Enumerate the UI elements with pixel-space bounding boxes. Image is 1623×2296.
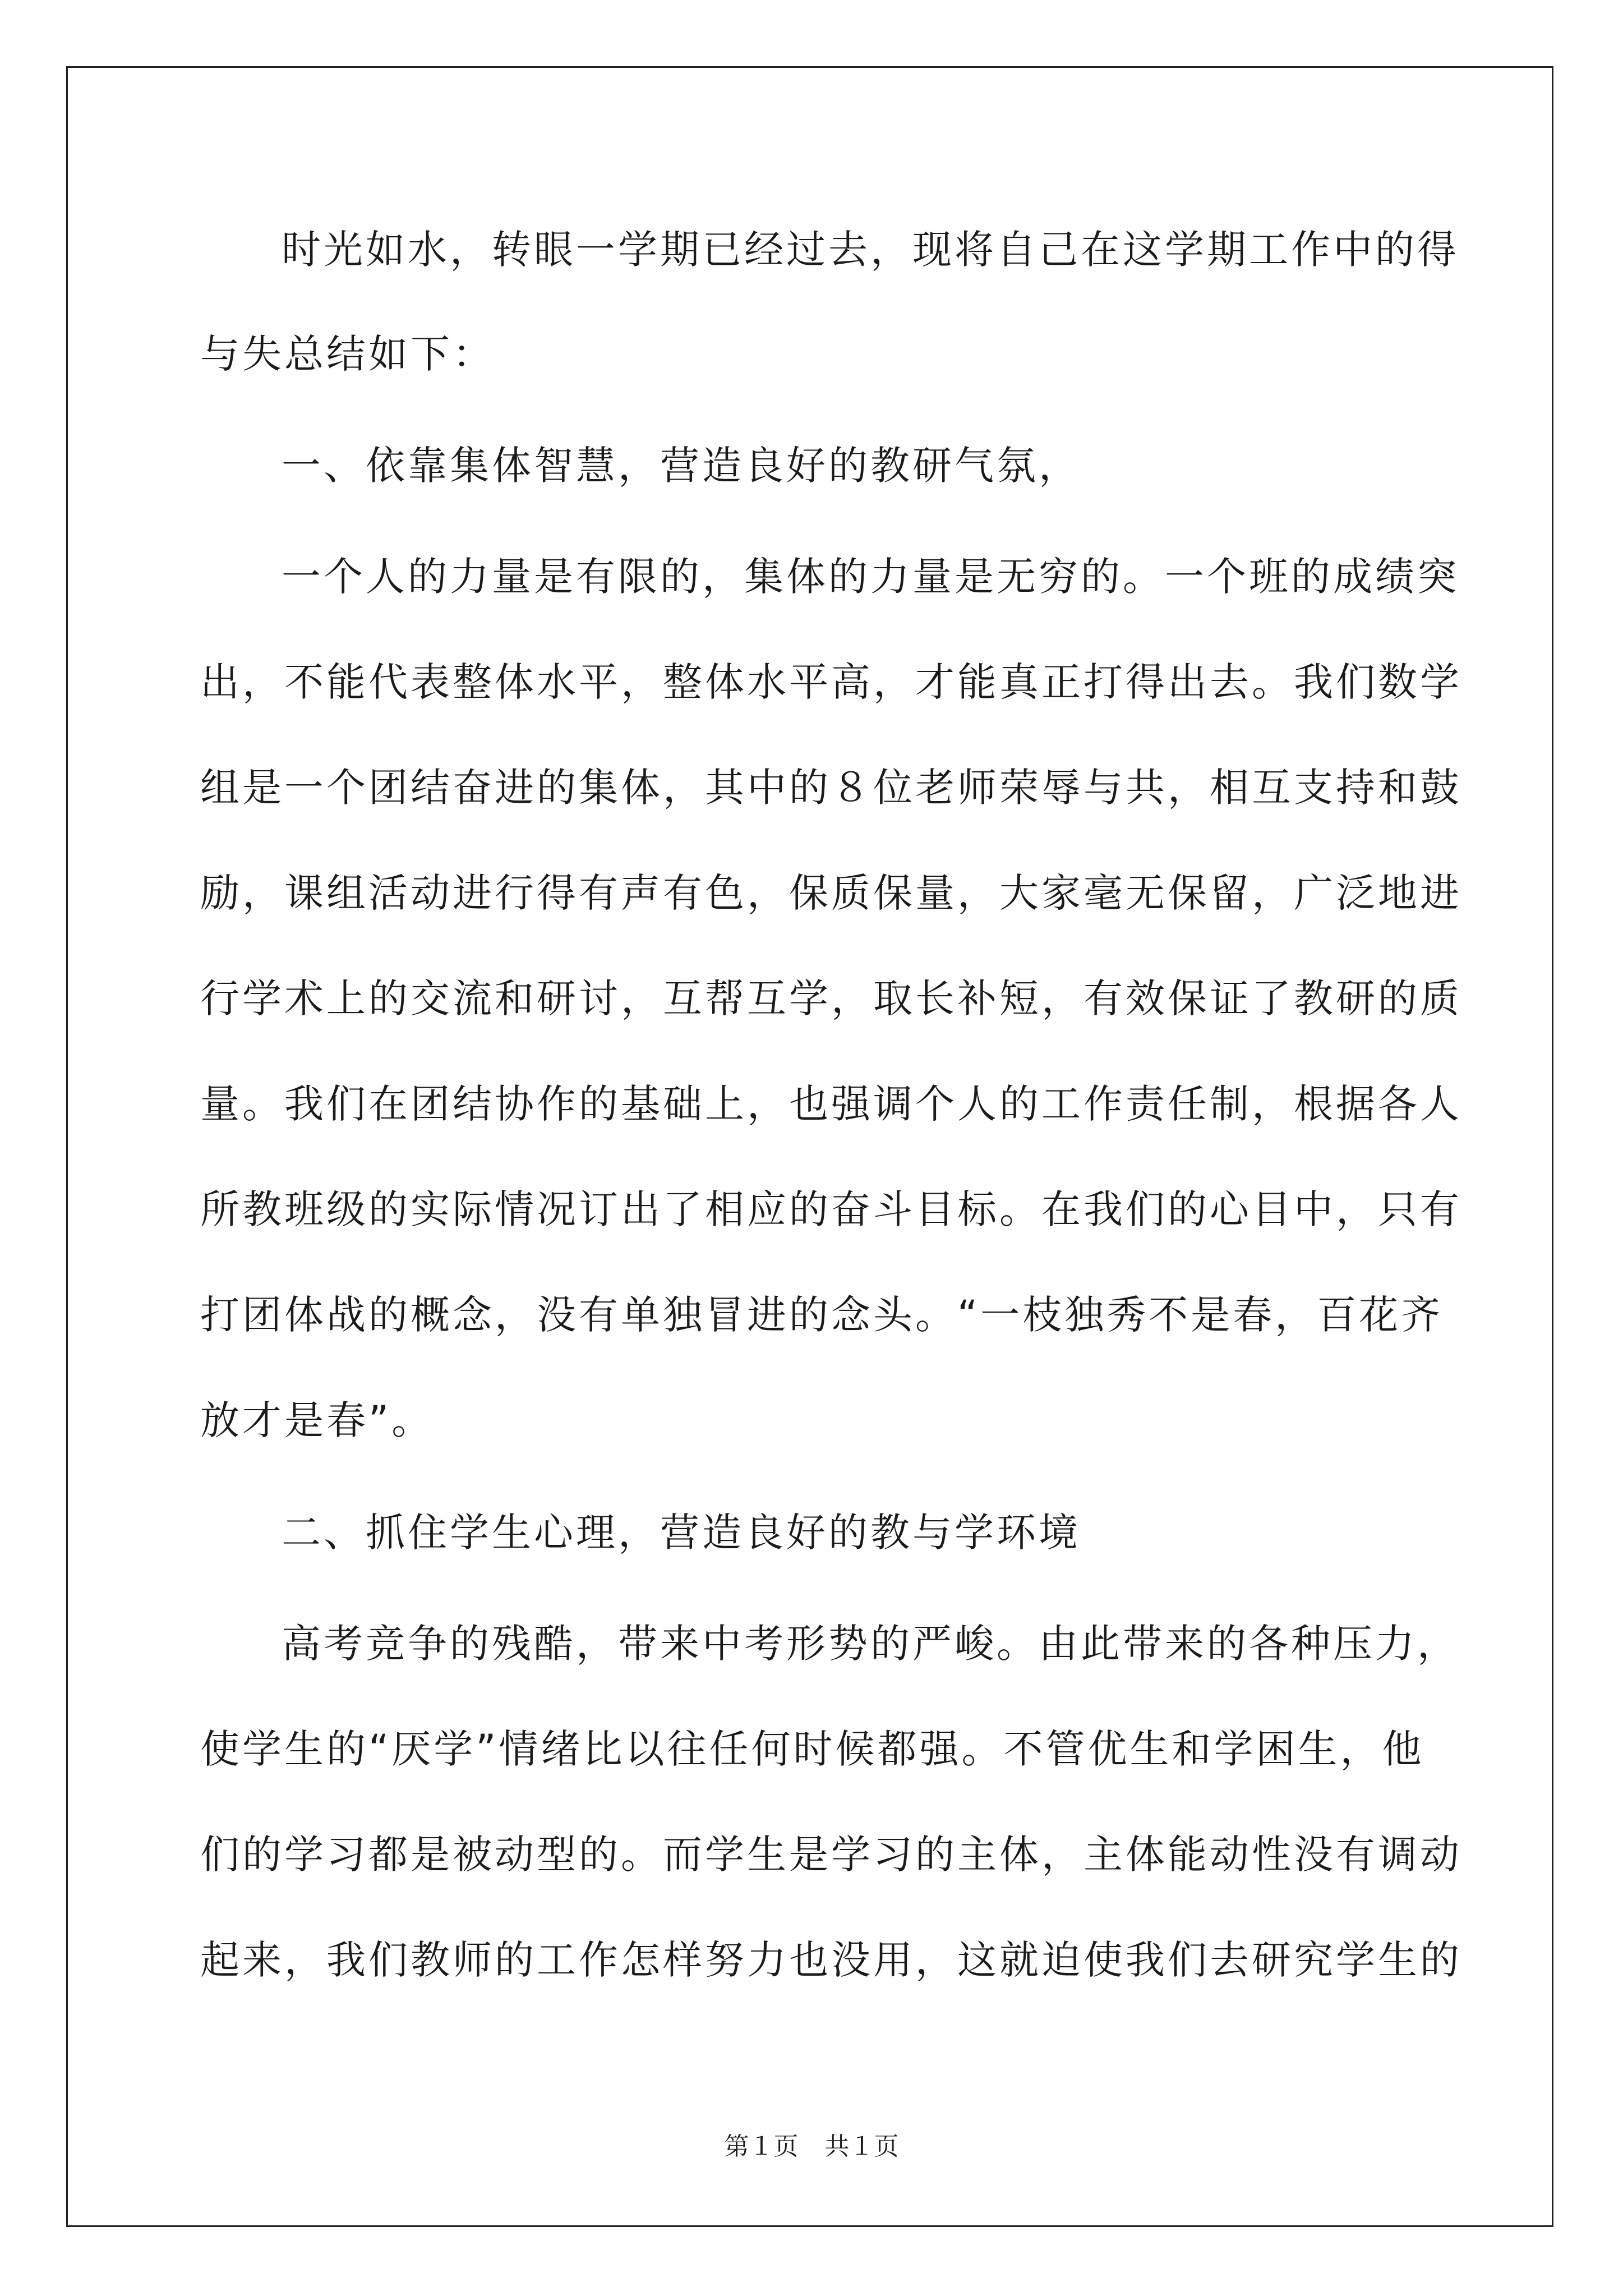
paragraph-line: 放才是春”。 bbox=[200, 1397, 434, 1443]
paragraph-line: 打团体战的概念，没有单独冒进的念头。“一枝独秀不是春，百花齐 bbox=[200, 1292, 1444, 1338]
paragraph-line: 与失总结如下： bbox=[200, 331, 495, 377]
paragraph-line: 一个人的力量是有限的，集体的力量是无穷的。一个班的成绩突 bbox=[282, 554, 1459, 600]
paragraph-line: 使学生的“厌学”情绪比以往任何时候都强。不管优生和学困生，他 bbox=[200, 1726, 1424, 1772]
page-number: 第１页 bbox=[724, 2133, 799, 2160]
paragraph-line: 起来，我们教师的工作怎样努力也没用，这就迫使我们去研究学生的 bbox=[200, 1937, 1462, 1983]
paragraph-line: 量。我们在团结协作的基础上，也强调个人的工作责任制，根据各人 bbox=[200, 1081, 1462, 1127]
page-footer bbox=[0, 2130, 1623, 2164]
paragraph-line: 时光如水，转眼一学期已经过去，现将自己在这学期工作中的得 bbox=[282, 227, 1459, 273]
paragraph-line: 高考竞争的残酷，带来中考形势的严峻。由此带来的各种压力， bbox=[282, 1621, 1459, 1667]
paragraph-line: 励，课组活动进行得有声有色，保质保量，大家毫无保留，广泛地进 bbox=[200, 870, 1462, 916]
section-heading: 一、依靠集体智慧，营造良好的教研气氛， bbox=[282, 443, 1081, 489]
paragraph-line: 组是一个团结奋进的集体，其中的８位老师荣辱与共，相互支持和鼓 bbox=[200, 765, 1462, 811]
paragraph-line: 所教班级的实际情况订出了相应的奋斗目标。在我们的心目中，只有 bbox=[200, 1186, 1462, 1232]
section-heading: 二、抓住学生心理，营造良好的教与学环境 bbox=[282, 1510, 1081, 1556]
paragraph-line: 出，不能代表整体水平，整体水平高，才能真正打得出去。我们数学 bbox=[200, 659, 1462, 705]
paragraph-line: 行学术上的交流和研讨，互帮互学，取长补短，有效保证了教研的质 bbox=[200, 976, 1462, 1022]
paragraph-line: 们的学习都是被动型的。而学生是学习的主体，主体能动性没有调动 bbox=[200, 1832, 1462, 1878]
page-border bbox=[66, 66, 1553, 2227]
page-total: 共１页 bbox=[824, 2133, 899, 2160]
